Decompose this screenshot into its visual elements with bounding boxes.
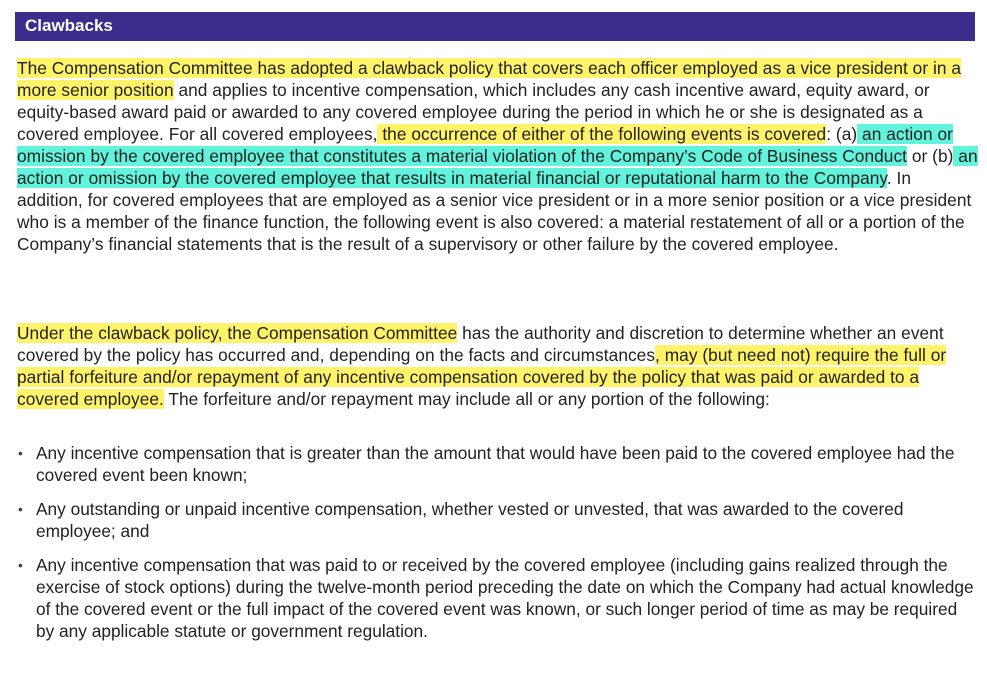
text-segment: The forfeiture and/or repayment may include all or any portion of the following: — [163, 389, 770, 409]
section-title: Clawbacks — [25, 16, 113, 35]
highlight-event-a: an action or omission by the covered employee that constitutes a material violation of the Company’s Code of Business Conduct — [17, 124, 953, 166]
text-segment: . In addition, for covered employees that are employed as a senior vice president or in a more senior position or a vice president who is a member of the finance function, the following event is also covered: a material restatement of all or a portion of the Company’s financial statements that is the result of a supervisory or other failure by the covered employee. — [17, 168, 972, 254]
section-header — [15, 12, 975, 41]
highlight-covered-officers: The Compensation Committee has adopted a clawback policy that covers each officer employed as a vice president or in a more senior position — [17, 58, 962, 100]
list-item: • Any outstanding or unpaid incentive compensation, whether vested or unvested, that was awarded to the covered employee; and — [17, 498, 979, 554]
forfeiture-list — [17, 442, 979, 642]
highlight-under-policy: Under the clawback policy, the Compensation Committee — [17, 323, 458, 343]
paragraph-policy-scope — [17, 57, 979, 255]
text-segment: or (b) — [906, 146, 954, 166]
text-segment: : (a) — [826, 124, 858, 144]
text-segment: and applies to incentive compensation, which includes any cash incentive award, equity award, or equity-based award paid or awarded to any covered employee during the period in which he or she is designated as a covered employee. For all covered employees, — [17, 80, 930, 144]
list-item: • Any incentive compensation that was paid to or received by the covered employee (including gains realized through the exercise of stock options) during the twelve-month period preceding the date on which the Company had actual knowledge of the covered event or the full impact of the covered event was known, or such longer period of time as may be required by any applicable statute or government regulation. — [17, 554, 979, 642]
highlight-forfeiture: , may (but need not) require the full or partial forfeiture and/or repayment of any incentive compensation covered by the policy that was paid or awarded to a covered employee. — [17, 345, 947, 409]
highlight-events-covered: the occurrence of either of the following events is covered — [377, 124, 827, 144]
highlight-event-b: an action or omission by the covered employee that results in material financial or reputational harm to the Company — [17, 146, 978, 188]
paragraph-committee-authority — [17, 322, 979, 410]
text-segment: has the authority and discretion to determine whether an event covered by the policy has occurred and, depending on the facts and circumstances — [17, 323, 944, 365]
list-item: • Any incentive compensation that is greater than the amount that would have been paid to the covered employee had the covered event been known; — [17, 442, 979, 498]
